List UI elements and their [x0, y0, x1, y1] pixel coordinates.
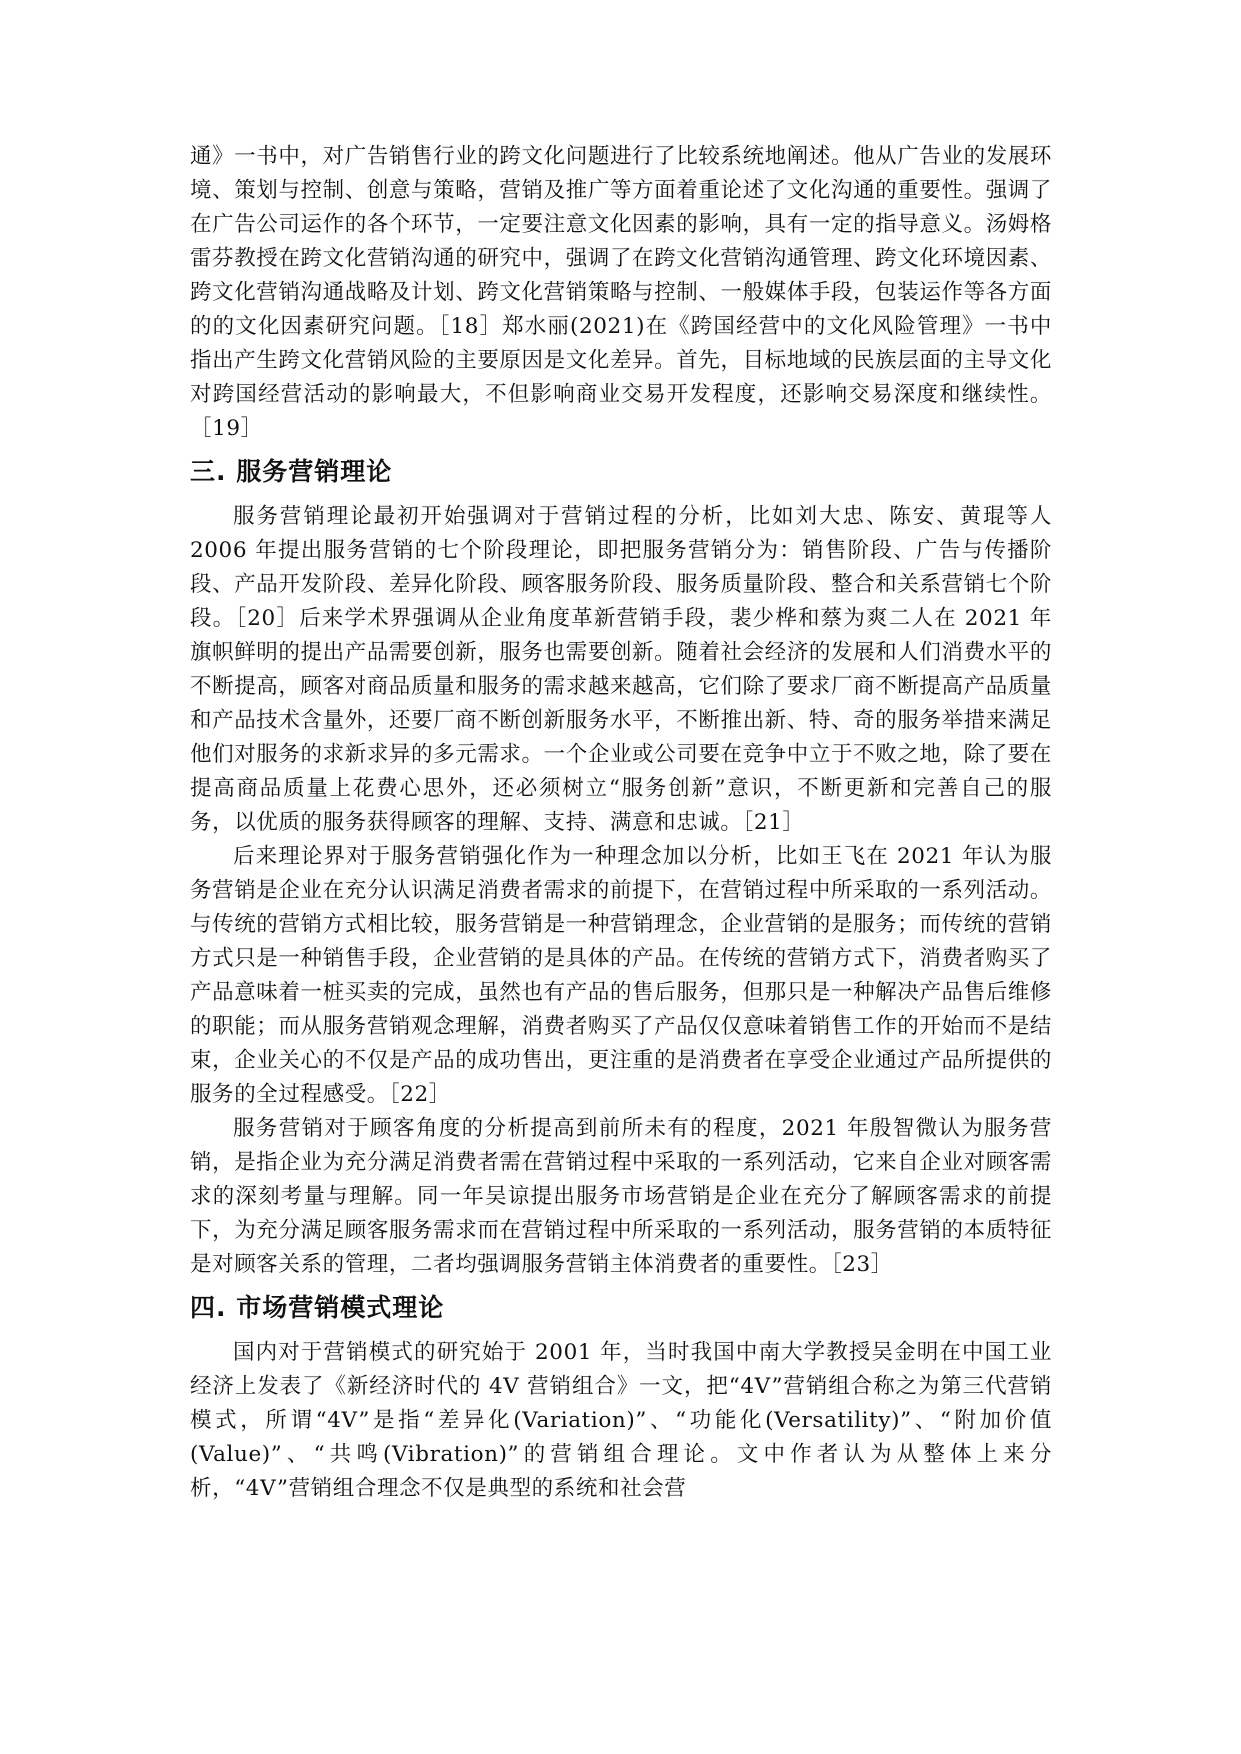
- document-page: [190, 140, 1052, 1506]
- body-paragraph: 国内对于营销模式的研究始于 2001 年，当时我国中南大学教授吴金明在中国工业经济上发表了《新经济时代的 4V 营销组合》一文，把“4V”营销组合称之为第三代营销模式，所谓“4V”是指“差异化(Variation)”、“功能化(Versatility)”、“附加价值(Value)”、“共鸣(Vibration)”的营销组合理论。文中作者认为从整体上来分析，“4V”营销组合理念不仅是典型的系统和社会营: [190, 1340, 1052, 1501]
- body-paragraph: 后来理论界对于服务营销强化作为一种理念加以分析，比如王飞在 2021 年认为服务营销是企业在充分认识满足消费者需求的前提下，在营销过程中所采取的一系列活动。与传统的营销方式相比较，服务营销是一种营销理念，企业营销的是服务；而传统的营销方式只是一种销售手段，企业营销的是具体的产品。在传统的营销方式下，消费者购买了产品意味着一桩买卖的完成，虽然也有产品的售后服务，但那只是一种解决产品售后维修的职能；而从服务营销观念理解，消费者购买了产品仅仅意味着销售工作的开始而不是结束，企业关心的不仅是产品的成功售出，更注重的是消费者在享受企业通过产品所提供的服务的全过程感受。［22］: [190, 844, 1052, 1107]
- body-paragraph: 通》一书中，对广告销售行业的跨文化问题进行了比较系统地阐述。他从广告业的发展环境、策划与控制、创意与策略，营销及推广等方面着重论述了文化沟通的重要性。强调了在广告公司运作的各个环节，一定要注意文化因素的影响，具有一定的指导意义。汤姆格雷芬教授在跨文化营销沟通的研究中，强调了在跨文化营销沟通管理、跨文化环境因素、跨文化营销沟通战略及计划、跨文化营销策略与控制、一般媒体手段，包装运作等各方面的的文化因素研究问题。［18］郑水丽(2021)在《跨国经营中的文化风险管理》一书中指出产生跨文化营销风险的主要原因是文化差异。首先，目标地域的民族层面的主导文化对跨国经营活动的影响最大，不但影响商业交易开发程度，还影响交易深度和继续性。［19］: [190, 144, 1052, 441]
- body-paragraph: 服务营销理论最初开始强调对于营销过程的分析，比如刘大忠、陈安、黄琨等人 2006 年提出服务营销的七个阶段理论，即把服务营销分为：销售阶段、广告与传播阶段、产品开发阶段、差异化阶段、顾客服务阶段、服务质量阶段、整合和关系营销七个阶段。［20］后来学术界强调从企业角度革新营销手段，裴少桦和蔡为爽二人在 2021 年旗帜鲜明的提出产品需要创新，服务也需要创新。随着社会经济的发展和人们消费水平的不断提高，顾客对商品质量和服务的需求越来越高，它们除了要求厂商不断提高产品质量和产品技术含量外，还要厂商不断创新服务水平，不断推出新、特、奇的服务举措来满足他们对服务的求新求异的多元需求。一个企业或公司要在竞争中立于不败之地，除了要在提高商品质量上花费心思外，还必须树立“服务创新”意识，不断更新和完善自己的服务，以优质的服务获得顾客的理解、支持、满意和忠诚。［21］: [190, 504, 1052, 835]
- section-heading-4: 四. 市场营销模式理论: [190, 1293, 445, 1322]
- body-paragraph: 服务营销对于顾客角度的分析提高到前所未有的程度，2021 年殷智微认为服务营销，是指企业为充分满足消费者需在营销过程中采取的一系列活动，它来自企业对顾客需求的深刻考量与理解。同一年吴谅提出服务市场营销是企业在充分了解顾客需求的前提下，为充分满足顾客服务需求而在营销过程中所采取的一系列活动，服务营销的本质特征是对顾客关系的管理，二者均强调服务营销主体消费者的重要性。［23］: [190, 1116, 1052, 1277]
- section-heading-3: 三. 服务营销理论: [190, 457, 393, 486]
